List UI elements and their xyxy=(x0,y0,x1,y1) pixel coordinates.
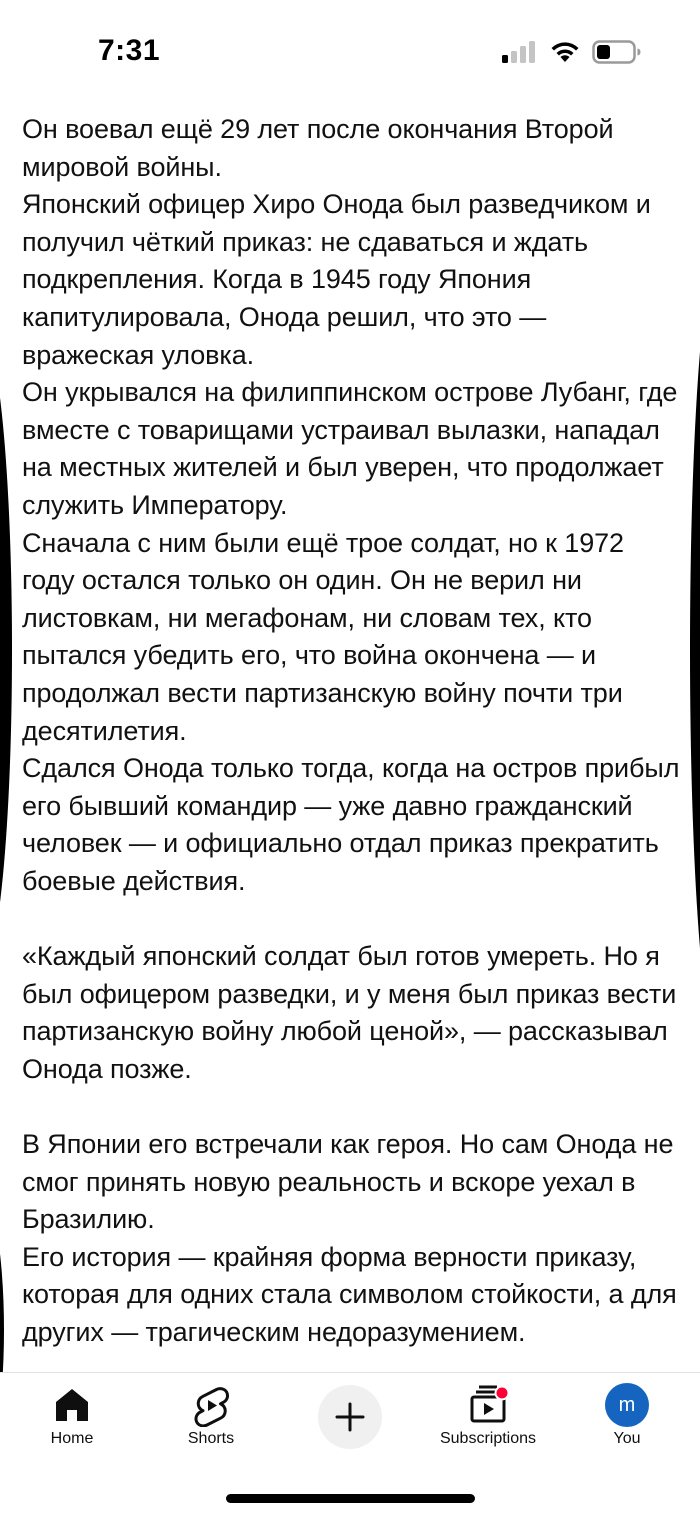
avatar: m xyxy=(605,1383,649,1427)
post-text xyxy=(22,111,682,1352)
create-button[interactable] xyxy=(318,1385,382,1449)
paragraph: Сдался Онода только тогда, когда на остров прибыл его бывший командир — уже давно гражданский человек — и официально отдал приказ прекратить боевые действия. xyxy=(22,753,680,896)
nav-label-home: Home xyxy=(50,1430,94,1447)
nav-item-home[interactable] xyxy=(12,1373,132,1463)
device-edge-right xyxy=(690,250,700,1050)
battery-icon xyxy=(592,40,642,64)
nav-item-subscriptions[interactable] xyxy=(428,1373,548,1463)
cellular-signal-icon xyxy=(502,40,538,64)
paragraph: Он укрывался на филиппинском острове Лубанг, где вместе с товарищами устраивал вылазки, нападал на местных жителей и был уверен, что продолжает служить Императору. xyxy=(22,377,678,520)
shorts-icon xyxy=(189,1383,233,1427)
paragraph: Его история — крайняя форма верности приказу, которая для одних стала символом стойкости, а для других — трагическим недоразумением. xyxy=(22,1241,677,1347)
wifi-icon xyxy=(548,38,582,64)
plus-icon xyxy=(334,1401,366,1433)
subscriptions-icon xyxy=(466,1383,510,1427)
home-indicator[interactable] xyxy=(226,1494,475,1503)
nav-label-shorts: Shorts xyxy=(187,1430,235,1447)
paragraph: Японский офицер Хиро Онода был разведчиком и получил чёткий приказ: не сдаваться и ждать подкрепления. Когда в 1945 году Япония капитулировала, Онода решил, что это — вражеская уловка. xyxy=(22,189,651,370)
device-edge-left xyxy=(0,330,12,970)
paragraph: Сначала с ним были ещё трое солдат, но к 1972 году остался только он один. Он не верил ни листовкам, ни мегафонам, ни словам тех, кто пытался убедить его, что война окончена — и продолжал вести партизанскую войну почти три десятилетия. xyxy=(22,527,624,746)
nav-label-subscriptions: Subscriptions xyxy=(439,1430,537,1447)
paragraph-gap xyxy=(22,1088,682,1126)
paragraph-gap xyxy=(22,900,682,938)
nav-item-shorts[interactable] xyxy=(151,1373,271,1463)
paragraph: Он воевал ещё 29 лет после окончания Второй мировой войны. xyxy=(22,114,614,182)
nav-label-you: You xyxy=(613,1430,641,1447)
quote-paragraph: «Каждый японский солдат был готов умереть. Но я был офицером разведки, и у меня был приказ вести партизанскую войну любой ценой», — рассказывал Онода позже. xyxy=(22,941,677,1084)
status-bar xyxy=(0,0,700,100)
status-time: 7:31 xyxy=(98,34,161,67)
nav-item-you[interactable] xyxy=(567,1373,687,1463)
home-icon xyxy=(50,1383,94,1427)
paragraph: В Японии его встречали как героя. Но сам Онода не смог принять новую реальность и вскоре уехал в Бразилию. xyxy=(22,1129,674,1235)
